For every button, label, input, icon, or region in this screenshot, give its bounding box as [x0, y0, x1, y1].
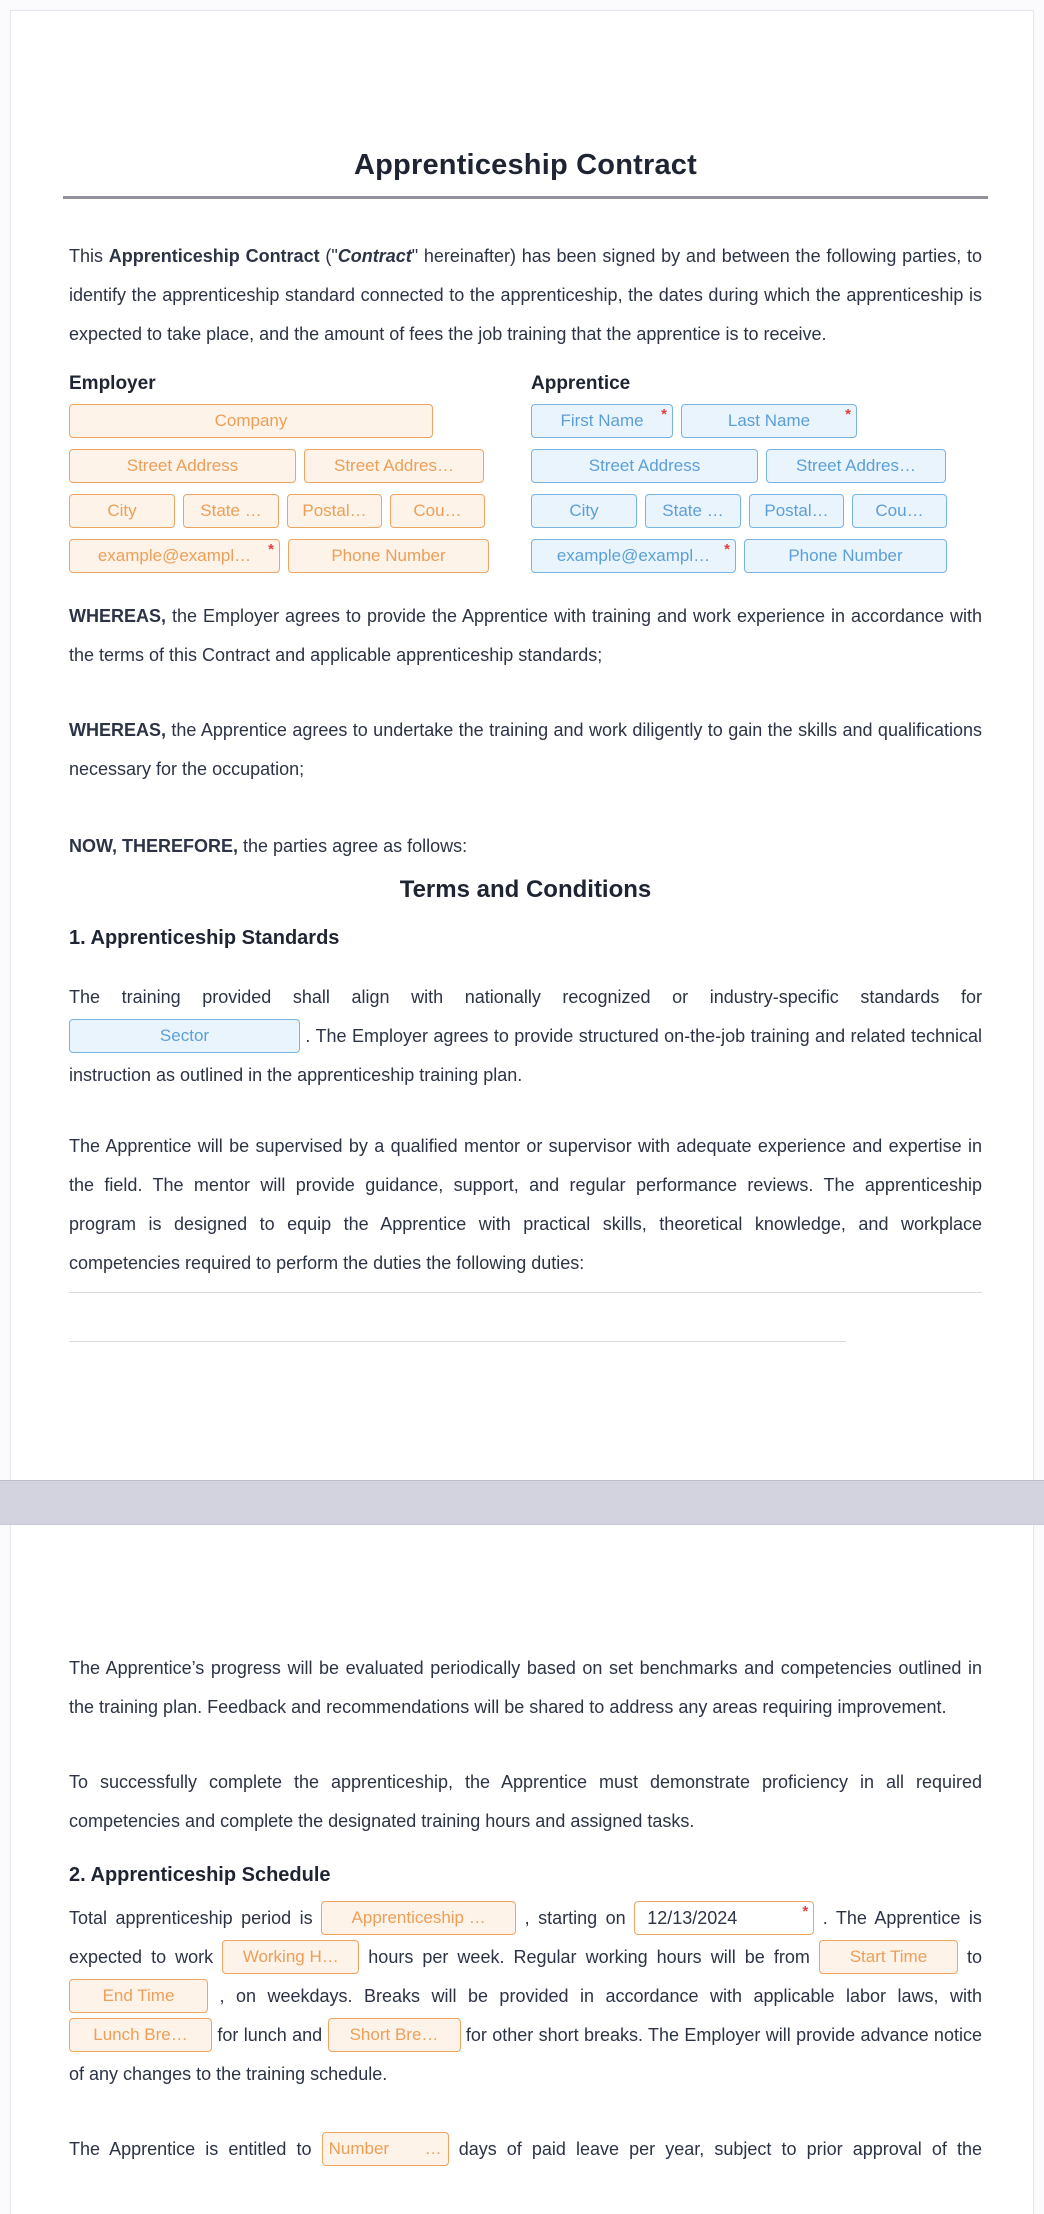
apprenticeship-period-field: [321, 1901, 516, 1935]
apprentice-first-name-field: [531, 404, 673, 438]
apprentice-heading: Apprentice: [531, 373, 631, 394]
required-asterisk: *: [724, 541, 730, 558]
employer-state-input[interactable]: [184, 495, 278, 527]
employer-street2-field: [304, 449, 484, 483]
sector-input[interactable]: [70, 1020, 299, 1052]
section1-text: The training provided shall align with nationally recognized or industry-specific standards for: [69, 987, 982, 1007]
contract-page-2: [10, 1525, 1034, 2214]
apprentice-country-field: [852, 494, 947, 528]
apprentice-email-field: [531, 539, 736, 573]
paid-leave-text: The Apprentice is entitled to: [69, 2139, 312, 2159]
paid-leave-paragraph: [69, 2130, 982, 2169]
required-asterisk: *: [845, 406, 851, 423]
apprenticeship-period-input[interactable]: [322, 1902, 515, 1934]
employer-column: [69, 372, 489, 573]
employer-email-field: [69, 539, 280, 573]
now-therefore-paragraph: [69, 827, 982, 866]
intro-bold-italic: Contract: [337, 246, 412, 266]
leave-days-field: [322, 2132, 449, 2166]
start-time-field: [819, 1940, 958, 1974]
schedule-paragraph: [69, 1899, 982, 2094]
working-hours-input[interactable]: [223, 1941, 358, 1973]
required-asterisk: *: [802, 1903, 809, 1921]
whereas-paragraph-2: [69, 711, 982, 789]
apprentice-column: [531, 372, 951, 573]
apprentice-street-field: [531, 449, 758, 483]
apprentice-last-name-input[interactable]: [682, 405, 856, 437]
short-break-input[interactable]: [329, 2019, 460, 2051]
apprentice-row-city: [531, 494, 951, 528]
whereas-text: the Employer agrees to provide the Apprentice with training and work experience in accordance with the terms of this Contract and applicable apprenticeship standards;: [69, 606, 982, 665]
apprentice-phone-field: [744, 539, 947, 573]
schedule-text: , starting on: [524, 1908, 626, 1928]
schedule-text: hours per week. Regular working hours will be from: [368, 1947, 810, 1967]
blank-fill-line: [69, 1292, 982, 1293]
sector-field: [69, 1019, 300, 1053]
employer-phone-input[interactable]: [289, 540, 488, 572]
intro-text: " hereinafter) has been signed by and between the following parties, to identify the apprenticeship standard connected to the apprenticeship, the dates during which the apprenticeship is expected to take place, and the amount of fees the job training that the apprentice is to receive.: [69, 246, 982, 344]
section1-paragraph-2: The Apprentice will be supervised by a qualified mentor or supervisor with adequate experience and expertise in the field. The mentor will provide guidance, support, and regular performance reviews. The apprenticeship program is designed to equip the Apprentice with practical skills, theoretical knowledge, and workplace competencies required to perform the duties the following duties:: [69, 1136, 982, 1273]
short-break-field: [328, 2018, 461, 2052]
employer-heading: Employer: [69, 373, 156, 394]
employer-row-contact: [69, 539, 489, 573]
employer-postal-input[interactable]: [288, 495, 381, 527]
employer-row-company: [69, 404, 489, 438]
working-hours-field: [222, 1940, 359, 1974]
whereas-bold: WHEREAS,: [69, 606, 167, 626]
required-asterisk: *: [268, 541, 274, 558]
page-title: Apprenticeship Contract: [354, 149, 697, 181]
terms-heading: Terms and Conditions: [399, 876, 652, 903]
apprentice-row-street: [531, 449, 951, 483]
leave-days-input[interactable]: [323, 2133, 448, 2165]
employer-city-field: [69, 494, 175, 528]
whereas-text: the Apprentice agrees to undertake the training and work diligently to gain the skills and qualifications necessary for the occupation;: [69, 720, 982, 779]
blank-fill-line: [69, 1341, 846, 1342]
schedule-text: for lunch and: [217, 2025, 323, 2045]
apprentice-email-input[interactable]: [532, 540, 735, 572]
employer-street-field: [69, 449, 296, 483]
employer-street-input[interactable]: [70, 450, 295, 482]
now-therefore-bold: NOW, THEREFORE,: [69, 836, 239, 856]
section1-heading: 1. Apprenticeship Standards: [69, 927, 340, 949]
apprentice-row-name: [531, 404, 951, 438]
apprentice-phone-input[interactable]: [745, 540, 946, 572]
section1-text: . The Employer agrees to provide structured on-the-job training and related technical instruction as outlined in the apprenticeship training plan.: [69, 1026, 982, 1085]
schedule-text: to: [966, 1947, 982, 1967]
apprentice-first-name-input[interactable]: [532, 405, 672, 437]
section1-paragraph-1: [69, 978, 982, 1095]
apprentice-city-field: [531, 494, 637, 528]
schedule-text: . The Apprentice is expected to work: [69, 1908, 982, 1967]
apprentice-row-contact: [531, 539, 951, 573]
parties-section: [69, 372, 982, 573]
apprentice-street2-field: [766, 449, 946, 483]
employer-company-field: [69, 404, 433, 438]
apprentice-last-name-field: [681, 404, 857, 438]
intro-bold: Apprenticeship Contract: [108, 246, 320, 266]
paid-leave-text: days of paid leave per year, subject to prior approval of the: [458, 2139, 982, 2159]
progress-paragraph: The Apprentice’s progress will be evaluated periodically based on set benchmarks and competencies outlined in the training plan. Feedback and recommendations will be shared to address any areas requiring improvement.: [69, 1658, 982, 1717]
intro-text: (": [319, 246, 338, 266]
completion-paragraph: To successfully complete the apprenticeship, the Apprentice must demonstrate proficiency in all required competencies and complete the designated training hours and assigned tasks.: [69, 1772, 982, 1831]
employer-country-input[interactable]: [391, 495, 484, 527]
employer-row-city: [69, 494, 489, 528]
schedule-text: Total apprenticeship period is: [69, 1908, 313, 1928]
contract-page-1: [10, 10, 1034, 1480]
end-time-input[interactable]: [70, 1980, 207, 2012]
apprentice-street-input[interactable]: [532, 450, 757, 482]
page-gap: [0, 1480, 1044, 1525]
employer-city-input[interactable]: [70, 495, 174, 527]
start-time-input[interactable]: [820, 1941, 957, 1973]
end-time-field: [69, 1979, 208, 2013]
section2-heading: 2. Apprenticeship Schedule: [69, 1864, 331, 1886]
apprentice-city-input[interactable]: [532, 495, 636, 527]
intro-text: This: [69, 246, 109, 266]
required-asterisk: *: [661, 406, 667, 423]
apprentice-postal-field: [749, 494, 844, 528]
whereas-paragraph-1: [69, 597, 982, 675]
employer-state-field: [183, 494, 279, 528]
apprentice-street2-input[interactable]: [767, 450, 945, 482]
apprentice-postal-input[interactable]: [750, 495, 843, 527]
apprentice-state-input[interactable]: [646, 495, 740, 527]
schedule-text: , on weekdays. Breaks will be provided in accordance with applicable labor laws, with: [219, 1986, 982, 2006]
lunch-break-field: [69, 2018, 212, 2052]
intro-paragraph: [69, 237, 982, 354]
now-therefore-text: the parties agree as follows:: [238, 836, 468, 856]
apprentice-country-input[interactable]: [853, 495, 946, 527]
schedule-text: for other short breaks. The Employer will provide advance notice of any changes to the training schedule.: [69, 2025, 982, 2084]
apprentice-state-field: [645, 494, 741, 528]
employer-email-input[interactable]: [70, 540, 279, 572]
employer-country-field: [390, 494, 485, 528]
employer-row-street: [69, 449, 489, 483]
employer-company-input[interactable]: [70, 405, 432, 437]
start-date-field: [634, 1901, 814, 1935]
employer-postal-field: [287, 494, 382, 528]
start-date-input[interactable]: [635, 1902, 813, 1934]
employer-phone-field: [288, 539, 489, 573]
employer-street2-input[interactable]: [305, 450, 483, 482]
whereas-bold: WHEREAS,: [69, 720, 167, 740]
title-divider: [63, 196, 988, 199]
lunch-break-input[interactable]: [70, 2019, 211, 2051]
